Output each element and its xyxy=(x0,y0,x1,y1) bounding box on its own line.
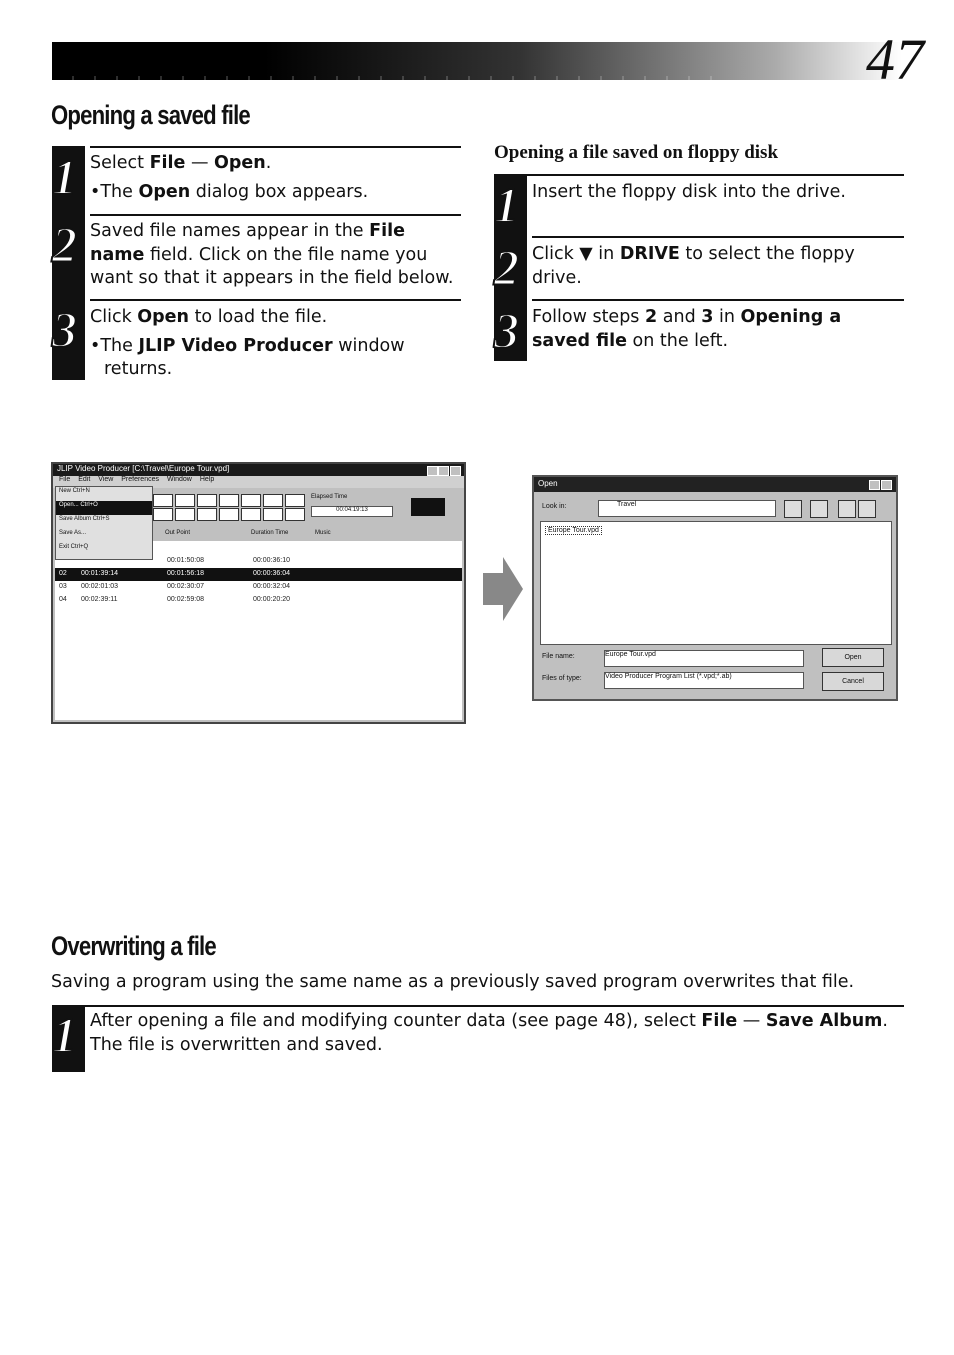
toolbar-icon xyxy=(197,494,217,507)
page-number: 47 xyxy=(866,27,924,92)
files-of-type-select: Video Producer Program List (*.vpd;*.ab) xyxy=(604,672,804,689)
header-ticks xyxy=(52,76,732,80)
toolbar-icon xyxy=(285,494,305,507)
dialog-titlebar xyxy=(534,477,896,492)
toolbar-icon xyxy=(241,494,261,507)
step-1-text: Select File — Open. •The Open dialog box appears. xyxy=(90,153,369,202)
window-title: JLIP Video Producer [C:\Travel\Europe Tour.vpd] xyxy=(57,464,230,473)
toolbar-icon xyxy=(263,508,283,521)
look-in-select: Travel xyxy=(598,500,776,517)
toolbar-icon xyxy=(241,508,261,521)
minimize-icon xyxy=(427,466,438,476)
column-out-point: Out Point xyxy=(165,530,191,536)
elapsed-label: Elapsed Time xyxy=(311,494,348,500)
file-name-label: File name: xyxy=(542,653,575,660)
step-number-3: 3 xyxy=(494,302,519,358)
table-row: 02 00:01:39:14 00:01:56:18 00:00:36:04 xyxy=(55,568,462,581)
divider xyxy=(90,214,461,216)
toolbar-icon xyxy=(219,494,239,507)
step-number-3: 3 xyxy=(52,301,77,357)
screenshot-main-window xyxy=(51,462,466,724)
divider xyxy=(494,174,904,176)
program-list xyxy=(55,541,462,720)
help-icon xyxy=(869,480,880,490)
menu-item-save-album: Save Album Ctrl+S xyxy=(59,516,110,522)
close-icon xyxy=(881,480,892,490)
look-in-label: Look in: xyxy=(542,503,567,510)
table-row: 00:01:50:08 00:00:36:10 xyxy=(167,557,290,564)
column-music: Music xyxy=(315,530,331,536)
floppy-step-2-text: Click ▼ in DRIVE to select the floppy drive. xyxy=(532,244,855,288)
overwriting-intro: Saving a program using the same name as a previously saved program overwrites that file. xyxy=(51,972,855,992)
toolbar-icon xyxy=(175,508,195,521)
details-view-icon xyxy=(858,500,876,518)
floppy-step-3-text: Follow steps 2 and 3 in Opening a saved file on the left. xyxy=(532,307,842,351)
menu-item-exit: Exit Ctrl+Q xyxy=(59,544,89,550)
divider xyxy=(532,299,904,301)
open-button: Open xyxy=(822,648,884,667)
step-number-1: 1 xyxy=(52,1007,77,1063)
menu-item-save-as: Save As... xyxy=(59,530,87,536)
cancel-button: Cancel xyxy=(822,672,884,691)
menu-preferences: Preferences xyxy=(121,476,159,483)
section-title-overwriting: Overwriting a file xyxy=(51,931,216,961)
window-titlebar xyxy=(53,464,464,476)
up-folder-icon xyxy=(784,500,802,518)
table-row: 03 00:02:01:03 00:02:30:07 00:00:32:04 xyxy=(59,583,290,590)
step-number-1: 1 xyxy=(494,177,519,233)
toolbar-icon xyxy=(219,508,239,521)
header-bar xyxy=(52,42,902,80)
toolbar-icon xyxy=(197,508,217,521)
section-title-opening: Opening a saved file xyxy=(51,100,250,130)
close-icon xyxy=(450,466,461,476)
drive-dropdown-icon: ▼ xyxy=(579,244,593,264)
step-number-2: 2 xyxy=(494,239,519,295)
step-3-text: Click Open to load the file. •The JLIP Video Producer window returns. xyxy=(90,307,405,379)
divider xyxy=(52,1005,904,1007)
step-number-2: 2 xyxy=(52,216,77,272)
menu-item-open: Open... Ctrl+O xyxy=(56,501,152,515)
file-list xyxy=(540,521,892,645)
files-of-type-label: Files of type: xyxy=(542,675,582,682)
toolbar-icon xyxy=(285,508,305,521)
file-name-field: Europe Tour.vpd xyxy=(604,650,804,667)
menu-view: View xyxy=(98,476,114,483)
list-item: Europe Tour.vpd xyxy=(545,526,602,535)
maximize-icon xyxy=(438,466,449,476)
divider xyxy=(90,299,461,301)
subsection-title-floppy: Opening a file saved on floppy disk xyxy=(494,142,779,163)
menu-help: Help xyxy=(199,476,215,483)
list-view-icon xyxy=(838,500,856,518)
dialog-title: Open xyxy=(538,479,558,488)
divider xyxy=(90,146,461,148)
video-icon xyxy=(411,498,445,516)
floppy-step-1-text: Insert the floppy disk into the drive. xyxy=(532,182,846,202)
toolbar-icon xyxy=(175,494,195,507)
elapsed-value: 00:04:19:13 xyxy=(311,506,393,517)
file-menu-dropdown xyxy=(55,486,153,560)
arrow-right-icon xyxy=(483,557,523,621)
column-duration: Duration Time xyxy=(251,530,289,536)
menu-item-new: New Ctrl+N xyxy=(59,488,90,494)
divider xyxy=(532,236,904,238)
screenshot-open-dialog xyxy=(532,475,898,701)
overwriting-step-1-text: After opening a file and modifying counter data (see page 48), select File — Save Album. The file is overwritten and saved. xyxy=(90,1011,888,1055)
new-folder-icon xyxy=(810,500,828,518)
toolbar-icon xyxy=(153,494,173,507)
step-number-1: 1 xyxy=(52,149,77,205)
step-2-text: Saved file names appear in the File name field. Click on the file name you want so that it appears in the field below. xyxy=(90,221,454,288)
toolbar-icon xyxy=(153,508,173,521)
menu-edit: Edit xyxy=(78,476,91,483)
menu-file: File xyxy=(59,476,71,483)
menu-window: Window xyxy=(166,476,192,483)
toolbar-icon xyxy=(263,494,283,507)
table-row: 04 00:02:39:11 00:02:59:08 00:00:20:20 xyxy=(59,596,290,603)
